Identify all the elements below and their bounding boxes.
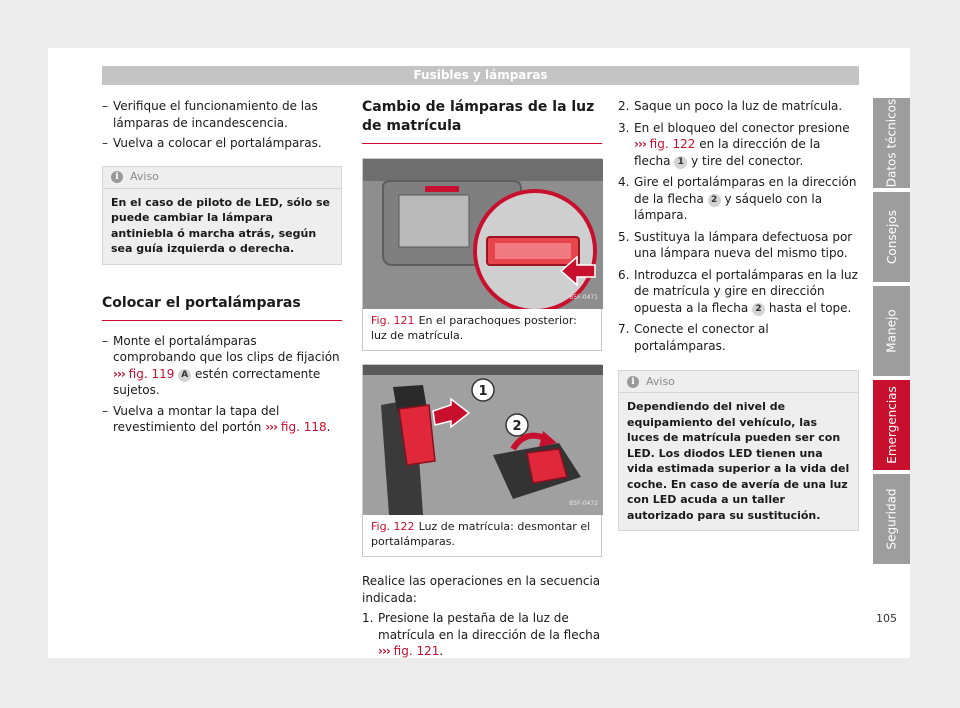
step-item: 3. En el bloqueo del conector presione ››› fig. 122 en la dirección de la flecha 1 y tire del conector. (618, 120, 850, 168)
column-right (618, 98, 859, 531)
tab-consejos[interactable]: Consejos (873, 192, 910, 282)
column-left (102, 98, 342, 440)
figure-label: Fig. 121 (371, 314, 415, 327)
figure-caption: Fig. 122 Luz de matrícula: desmontar el portalámparas. (371, 520, 591, 548)
tab-emergencias[interactable]: Emergencias (873, 380, 910, 470)
list-item: – Vuelva a montar la tapa del revestimiento del portón ››› fig. 118. (102, 403, 331, 434)
chapter-tabs (873, 98, 910, 568)
notice-box (102, 166, 342, 265)
step-item: 4. Gire el portalámparas en la dirección de la flecha 2 y sáquelo con la lámpara. (618, 175, 857, 222)
cross-reference-arrows: ››› (113, 366, 125, 381)
marker-badge: 1 (674, 156, 687, 169)
figure-link[interactable]: fig. 118 (280, 420, 327, 434)
figure-image (363, 159, 603, 309)
tab-manejo[interactable]: Manejo (873, 286, 910, 376)
lamp-holder-illustration (363, 365, 603, 515)
tab-seguridad[interactable]: Seguridad (873, 474, 910, 564)
notice-box (618, 370, 859, 531)
section-title: Colocar el portalámparas (102, 294, 342, 321)
figure-link[interactable]: fig. 119 (128, 366, 175, 381)
step-item: 7. Conecte el conector al portalámparas. (618, 322, 769, 353)
list-item: – Verifique el funcionamiento de las lámparas de incandescencia. (102, 99, 318, 130)
figure-caption: Fig. 121 En el parachoques posterior: luz de matrícula. (371, 314, 577, 342)
license-plate-light-illustration (363, 159, 603, 309)
notice-text: Dependiendo del nivel de equipamiento del vehículo, las luces de matrícula pueden ser con LED. Los diodos LED tienen una vida estimada superior a la vida del coche. En caso de avería de una luz con LED acuda a un taller autorizado para su sustitución. (627, 400, 850, 522)
notice-title: Aviso (646, 374, 675, 388)
notice-text: En el caso de piloto de LED, sólo se puede cambiar la lámpara antiniebla ó marcha atrás, según sea guía izquierda o derecha. (111, 195, 330, 255)
intro-text: Realice las operaciones en la secuencia indicada: (362, 574, 601, 605)
figure-code: B5F-0472 (569, 499, 598, 507)
marker-badge: 2 (708, 194, 721, 207)
page-number: 105 (876, 612, 897, 625)
callout-1: 1 (478, 384, 488, 399)
figure-link[interactable]: fig. 121 (393, 644, 440, 658)
page-header: Fusibles y lámparas (102, 66, 859, 85)
marker-badge: 2 (752, 303, 765, 316)
cross-reference-arrows: ››› (378, 644, 390, 658)
section-title: Cambio de lámparas de la luz de matrícula (362, 98, 602, 144)
figure-122 (362, 364, 602, 557)
figure-121 (362, 158, 602, 351)
step-item: 2. Saque un poco la luz de matrícula. (618, 99, 843, 113)
info-icon: i (111, 171, 123, 183)
notice-header (619, 371, 858, 393)
list-item: – Vuelva a colocar el portalámparas. (102, 136, 322, 150)
figure-image (363, 365, 603, 515)
figure-code: B5F-0471 (569, 293, 598, 301)
cross-reference-arrows: ››› (265, 420, 278, 434)
marker-badge: A (178, 369, 191, 382)
cross-reference-arrows: ››› (634, 137, 646, 151)
tab-datos-tecnicos[interactable]: Datos técnicos (873, 98, 910, 188)
step-item: 6. Introduzca el portalámparas en la luz de matrícula y gire en dirección opuesta a la flecha 2 hasta el tope. (618, 267, 858, 315)
notice-header (103, 167, 341, 189)
column-middle (362, 98, 602, 665)
info-icon: i (627, 376, 639, 388)
step-item: 5. Sustituya la lámpara defectuosa por una lámpara nueva del mismo tipo. (618, 229, 853, 260)
list-item: – Monte el portalámparas comprobando que los clips de fijación ››› fig. 119 A estén correctamente sujetos. (102, 333, 340, 397)
notice-title: Aviso (130, 170, 159, 183)
callout-2: 2 (512, 419, 522, 434)
figure-link[interactable]: fig. 122 (649, 137, 696, 151)
step-item: 1. Presione la pestaña de la luz de matrícula en la dirección de la flecha ››› fig. 121. (362, 611, 601, 658)
figure-label: Fig. 122 (371, 520, 415, 533)
